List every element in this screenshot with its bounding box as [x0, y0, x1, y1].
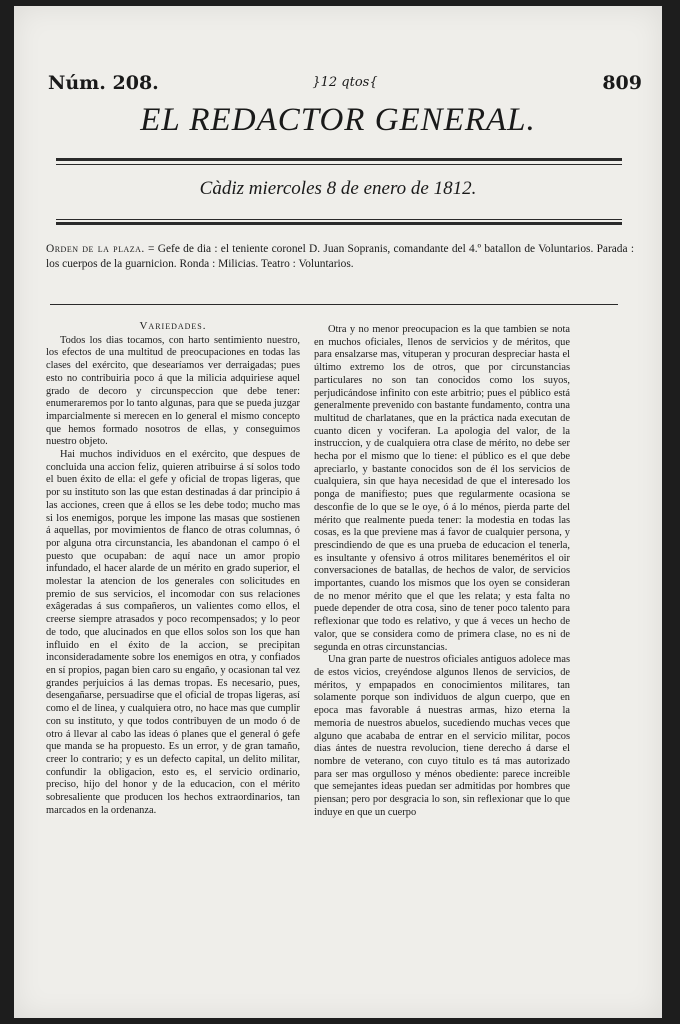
- divider: [56, 164, 622, 165]
- paragraph: Todos los dias tocamos, con harto sentimiento nuestro, los efectos de una multitud de preocupaciones en todas las clases del exército, que desearíamos ver derraigadas; pues esto no contribuiria poco á que la milicia adquiriese aquel grado de decoro y circunspeccion que debe tener: enumeraremos por lo tanto algunas, para que se pueda juzgar imparcialmente si merecen en lo general el mismo concepto que hemos formado nosotros de ellas, y conseguimos nuestro objeto.: [46, 334, 300, 448]
- dateline: Càdiz miercoles 8 de enero de 1812.: [199, 178, 477, 199]
- issue-number: Núm. 208.: [48, 72, 159, 94]
- orden-label: Orden de la plaza.: [46, 243, 145, 255]
- orden-text: = Gefe de dia : el teniente coronel D. Juan Sopranis, comandante del 4.º batallon de Voluntarios. Parada : los cuerpos de la guarnicion. Ronda : Milicias. Teatro : Voluntarios.: [46, 243, 634, 270]
- newspaper-title: EL REDACTOR GENERAL.: [140, 102, 536, 138]
- divider: [56, 222, 622, 225]
- article-column-left: [46, 320, 300, 817]
- issue-price: }12 qtos{: [312, 75, 378, 90]
- masthead-header: [48, 72, 642, 96]
- paragraph: Una gran parte de nuestros oficiales antiguos adolece mas de estos vicios, creyéndose algunos llenos de servicios, de méritos, y empapados en conocimientos militares, tan solamente porque son individuos de algun cuerpo, que en epoca mas favorable á nuestras armas, hizo eterna la memoria de nuestros abuelos, sucediendo muchas veces que alguno que acababa de entrar en el servicio militar, pocos dias ántes de nuestra revolucion, tiene derecho á darse el nombre de veterano, con cuyo titulo es tá mas autorizado para ser mas orgulloso y ménos obediente: parece increible que semejantes ideas puedan ser admitidas por hombres que piensan; pero por desgracia lo son, sin reflexionar que lo que induye en que un cuerpo: [314, 654, 570, 818]
- section-title: Variedades.: [139, 320, 207, 332]
- orden-de-la-plaza: [46, 242, 634, 271]
- paragraph: Otra y no menor preocupacion es la que tambien se nota en muchos oficiales, llenos de servicios y de méritos, que para ensalzarse mas, vituperan y procuran despreciar hasta el último extremo los de otros, que por circunstancias particulares no son tan conocidos como los suyos, perjudicándose infinito con este arbitrio; pues el público está generalmente prevenido con bastante fundamento, contra una multitud de charlatanes, que en la práctica nada executan de cuanto dicen y vociferan. La apologia del valor, de la instruccion, y de cualquiera otra clase de mérito, no debe ser hecha por el mismo que lo tiene: el público es el que debe apreciarlo, y bastante conocidos son de él los servicios de cualquiera, sin que haya necesidad de que el interesado los ponga de manifiesto; pues que regularmente ocasiona se desconfie de lo que se le oye, ó á lo ménos, pierda parte del mérito que realmente pueda tener: la modestia en todas las cosas, es la que previene mas á favor de cualquier persona, y prescindiendo de que es una prueba de educacion el tenerla, es insultante y ofensivo á otros militares beneméritos el oir conversaciones de batallas, de hechos de valor, de servicios importantes, cuando los mismos que los oyen se consideran de no menor mérito que el que les relata; y esta falta no puede depender de otra cosa, sino de tener poco talento para reflexionar que todo es relativo, y que á veces un hecho de valor, que se considera como de primera clase, no es ni de segunda en otras circunstancias.: [314, 324, 570, 653]
- newspaper-page: [14, 6, 662, 1018]
- article-column-right: [314, 324, 570, 819]
- page-number: 809: [602, 72, 642, 94]
- paragraph: Hai muchos individuos en el exército, que despues de concluida una accion feliz, quieren atribuirse á sí solos todo el buen éxito de ella: el gefe y oficial de tropas ligeras, que por su instituto son las que estan destinadas á dar principio á las acciones, creen que á ellos se les debe todo; mucho mas si los enemigos, porque les impone las masas que sostienen á aquellas, por movimientos de flanco de otras columnas, ó por alguna otra circunstancia, les abandonan el campo ó el puesto que ocupaban: de aquí nace un amor propio infundado, el hacer alarde de un mérito en grado superior, el molestar la atencion de los generales con solicitudes en premio de sus servicios, el incomodar con sus relaciones exâgeradas á sus compañeros, un valientes como ellos, el creerse siempre atrasados y poco recompensados; y lo peor de todo, que alucinados en que ellos solos son los que han influido en el éxito de la accion, se precipitan inconsideradamente sobre los enemigos en otra, y confiados en sí propios, pagan bien caro su engaño, y ocasionan tal vez grandes perjuicios á las demas tropas. Es necesario, pues, desengañarse, persuadirse que el oficial de tropas ligeras, así como el de linea, y cualquiera otro, no hace mas que cumplir con su instituto, y que todos contribuyen de un modo ó de otro á llevar al cabo las ideas ó planes que el general ó gefe que manda se ha propuesto. Es un error, y de gran tamaño, creer lo contrario; y es un defecto capital, un delito militar, confundir la obligacion, esto es, el servicio ordinario, preciso, hijo del honor y de la educacion, con el mérito sobresaliente que producen los hechos extraordinarios, tan marcados en la ordenanza.: [46, 449, 300, 816]
- divider: [56, 158, 622, 161]
- divider: [50, 304, 618, 305]
- divider: [56, 219, 622, 220]
